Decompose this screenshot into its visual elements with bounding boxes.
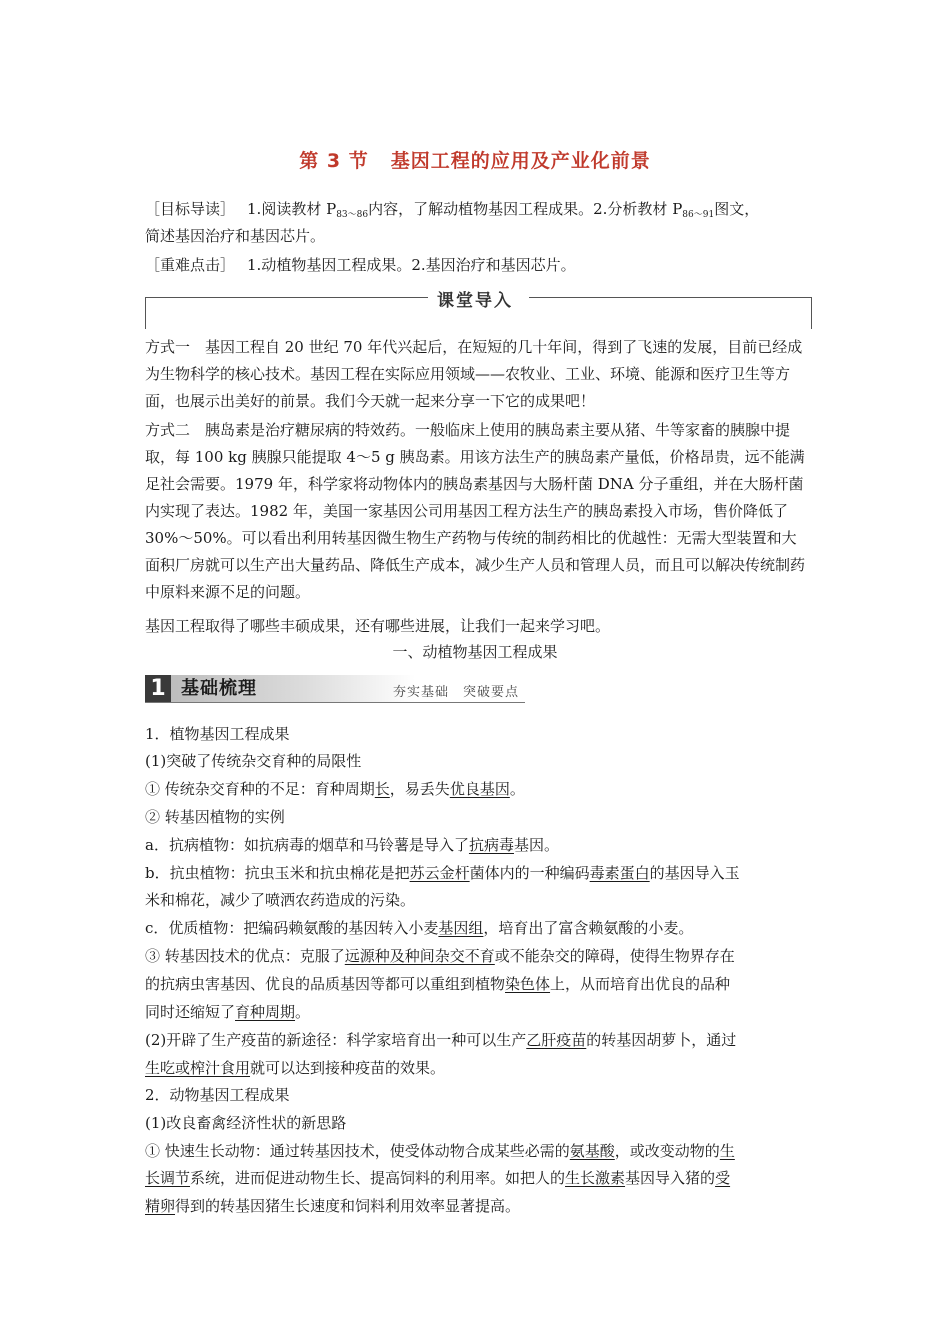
objectives-line-2: 简述基因治疗和基因芯片。 [145, 227, 326, 245]
plant-item-2: ② 转基因植物的实例 [145, 808, 285, 826]
heading-plant-2-cont: 生吃或榨汁食用就可以达到接种疫苗的效果。 [145, 1059, 446, 1077]
heading-plant-1: (1)突破了传统杂交育种的局限性 [145, 752, 362, 770]
intro-closing: 基因工程取得了哪些丰硕成果，还有哪些进展，让我们一起来学习吧。 [145, 617, 611, 635]
animal-item-1: ① 快速生长动物：通过转基因技术，使受体动物合成某些必需的氨基酸，或改变动物的生 [145, 1142, 735, 1160]
plant-item-3: ③ 转基因技术的优点：克服了远源种及种间杂交不育或不能杂交的障碍，使得生物界存在 [145, 947, 735, 965]
heading-plant: 1．植物基因工程成果 [145, 725, 290, 743]
page-title: 第 3 节 基因工程的应用及产业化前景 [299, 150, 651, 172]
section-badge [145, 673, 525, 703]
intro-way-2: 方式二 胰岛素是治疗糖尿病的特效药。一般临床上使用的胰岛素主要从猪、牛等家畜的胰腺中提取，每 100 kg 胰腺只能提取 4～5 g 胰岛素。用该方法生产的胰岛素产量低，价格昂贵，远不能满足社会需要。1979 年，科学家将动物体内的胰岛素基因与大肠杆菌 DNA 分子重组，并在大肠杆菌内实现了表达。1982 年，美国一家基因公司用基因工程方法生产的胰岛素投入市场，售价降低了 30%～50%。可以看出利用转基因微生物生产药物与传统的制药相比的优越性：无需大型装置和大面积厂房就可以生产出大量药品、降低生产成本，减少生产人员和管理人员，而且可以解决传统制药中原料来源不足的问题。 [145, 421, 806, 601]
objectives-label: ［目标导读］ [145, 200, 236, 218]
animal-item-1-cont: 长调节系统，进而促进动物生长、提高饲料的利用率。如把人的生长激素基因导入猪的受 [145, 1169, 731, 1187]
plant-item-c: c．优质植物：把编码赖氨酸的基因转入小麦基因组，培育出了富含赖氨酸的小麦。 [145, 919, 694, 937]
key-points-label: ［重难点击］ [145, 256, 236, 274]
plant-item-3-cont: 的抗病虫害基因、优良的品质基因等都可以重组到植物染色体上，从而培育出优良的品种 [145, 975, 731, 993]
section-title: 一、动植物基因工程成果 [392, 643, 558, 661]
intro-box-title: 课堂导入 [428, 286, 522, 311]
objectives-line-1: ［目标导读］ 1.阅读教材 $P_{83\sim 86}$内容，了解动植物基因工程成果。2.分析教材 $P_{86\sim 91}$图文， [145, 200, 760, 220]
badge-number: 1 [145, 675, 171, 702]
plant-item-a: a．抗病植物：如抗病毒的烟草和马铃薯是导入了抗病毒基因。 [145, 836, 559, 854]
plant-item-1: ① 传统杂交育种的不足：育种周期长，易丢失优良基因。 [145, 780, 525, 798]
plant-item-b-cont: 米和棉花，减少了喷洒农药造成的污染。 [145, 891, 416, 909]
heading-plant-2: (2)开辟了生产疫苗的新途径：科学家培育出一种可以生产乙肝疫苗的转基因胡萝卜，通过 [145, 1031, 737, 1049]
animal-item-1-cont2: 精卵得到的转基因猪生长速度和饲料利用效率显著提高。 [145, 1197, 521, 1215]
heading-animal: 2．动物基因工程成果 [145, 1086, 290, 1104]
badge-slogan: 夯实基础 突破要点 [393, 685, 520, 700]
heading-animal-1: (1)改良畜禽经济性状的新思路 [145, 1114, 347, 1132]
plant-item-b: b．抗虫植物：抗虫玉米和抗虫棉花是把苏云金杆菌体内的一种编码毒素蛋白的基因导入玉 [145, 864, 740, 882]
badge-label: 基础梳理 [171, 675, 415, 702]
plant-item-3-cont2: 同时还缩短了育种周期。 [145, 1003, 311, 1021]
intro-way-1: 方式一 基因工程自 20 世纪 70 年代兴起后，在短短的几十年间，得到了飞速的发展，目前已经成为生物科学的核心技术。基因工程在实际应用领域——农牧业、工业、环境、能源和医疗卫生等方面，也展示出美好的前景。我们今天就一起来分享一下它的成果吧！ [145, 338, 803, 410]
key-points: ［重难点击］ 1.动植物基因工程成果。2.基因治疗和基因芯片。 [145, 256, 576, 274]
